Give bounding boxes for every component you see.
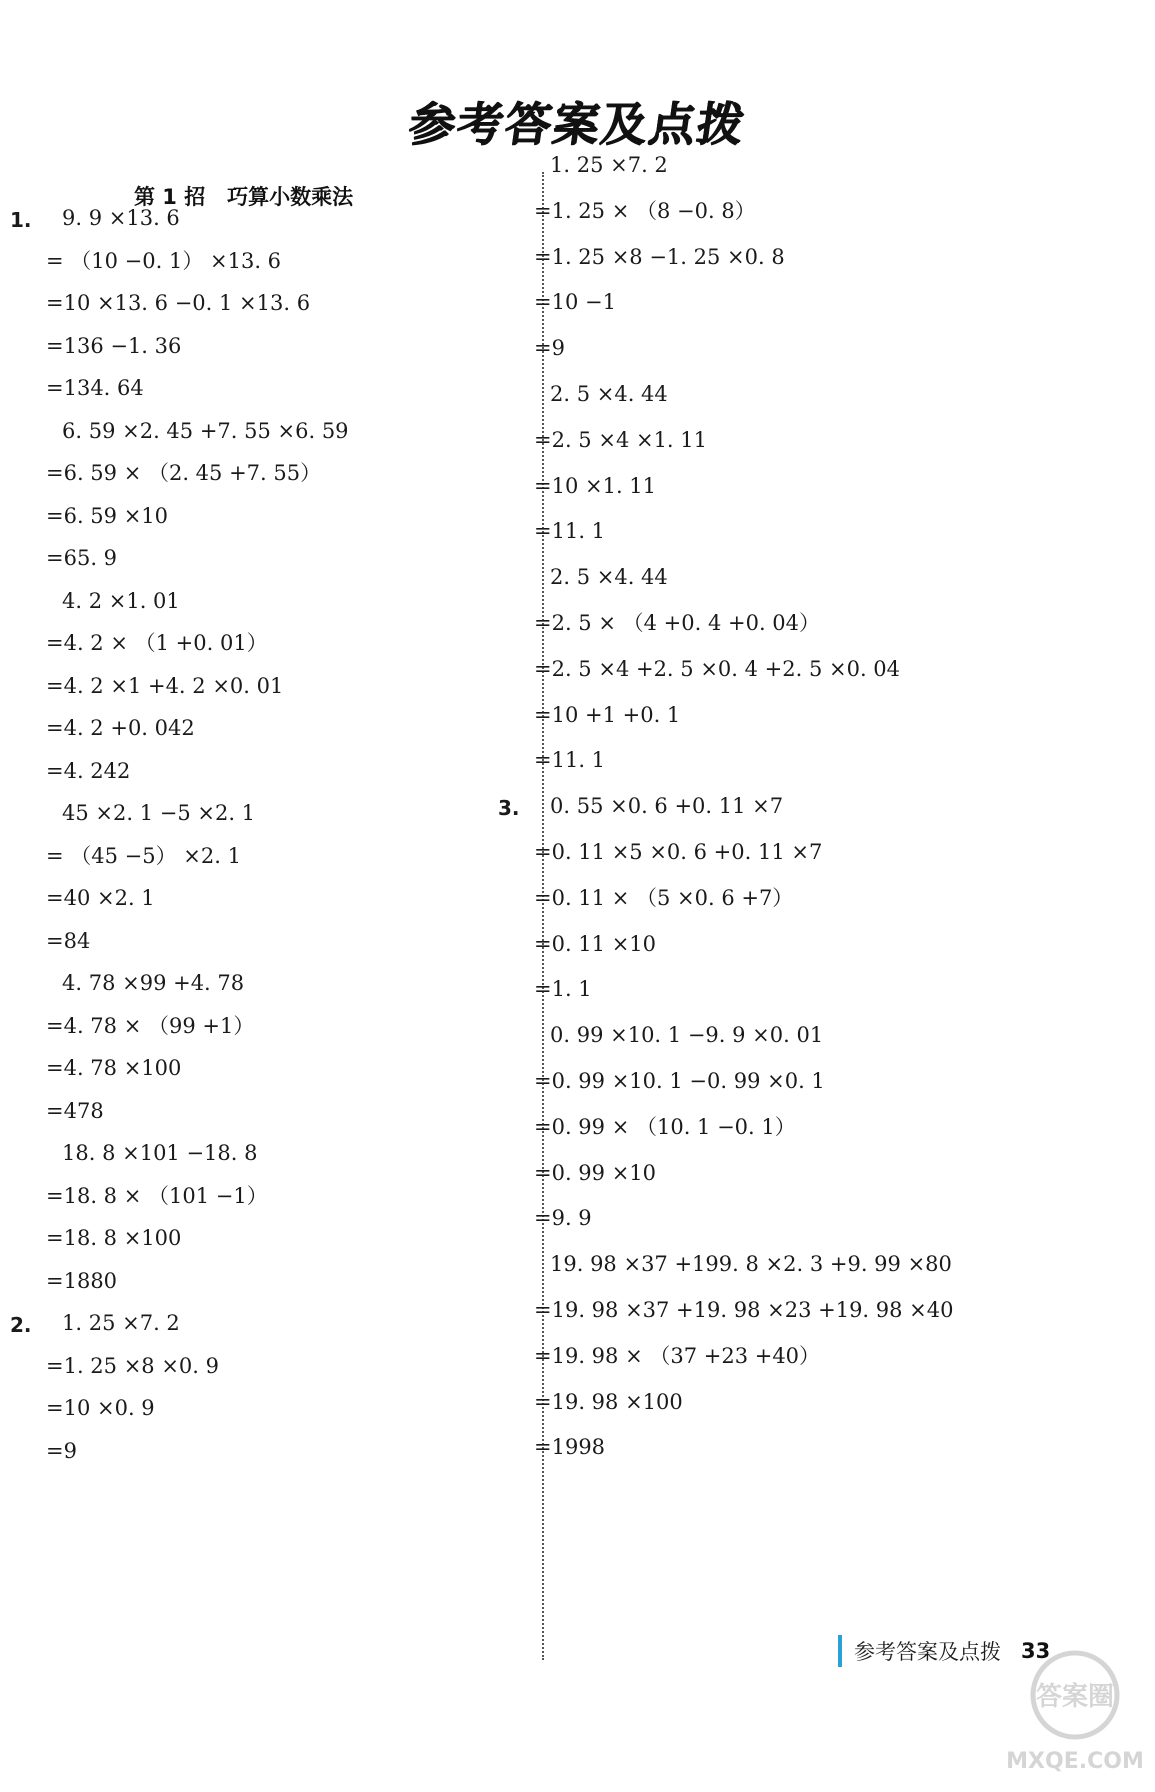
calc-line: =136 −1. 36 [46, 333, 182, 358]
calc-line: =1. 25 ×8 −1. 25 ×0. 8 [534, 244, 785, 269]
calc-line: =4. 78 ×100 [46, 1056, 182, 1080]
calc-line: =4. 242 [46, 758, 131, 783]
calc-line: =4. 78 × （99 +1） [46, 1013, 255, 1038]
calc-line: 2. 5 ×4. 44 [550, 565, 668, 590]
calc-line: =0. 99 ×10 [534, 1160, 657, 1185]
calc-line: =6. 59 × （2. 45 +7. 55） [46, 461, 322, 485]
calc-line: =1. 1 [534, 977, 592, 1002]
calc-line: =4. 2 +0. 042 [46, 716, 195, 740]
calc-line: =0. 11 ×5 ×0. 6 +0. 11 ×7 [534, 840, 823, 864]
calc-line: 1. 25 ×7. 2 [62, 1311, 180, 1335]
calc-line: =1. 25 ×8 ×0. 9 [46, 1353, 220, 1378]
calc-line: =1998 [534, 1435, 606, 1460]
calc-line: 9. 9 ×13. 6 [62, 206, 180, 230]
calc-line: =40 ×2. 1 [46, 886, 155, 910]
calc-line: 18. 8 ×101 −18. 8 [62, 1141, 258, 1165]
calc-line: =0. 99 × （10. 1 −0. 1） [534, 1114, 796, 1139]
calc-line: =1. 25 × （8 −0. 8） [534, 198, 756, 223]
calc-line: =65. 9 [46, 546, 118, 570]
watermark-text: MXQE.COM [1006, 1749, 1144, 1774]
calc-line: 19. 98 ×37 +199. 8 ×2. 3 +9. 99 ×80 [550, 1252, 952, 1277]
question-number: 3. [498, 796, 520, 821]
calc-line: =4. 2 ×1 +4. 2 ×0. 01 [46, 673, 284, 698]
calc-line: =2. 5 × （4 +0. 4 +0. 04） [534, 611, 821, 635]
calc-line: =9. 9 [534, 1206, 592, 1231]
calc-line: = （45 −5） ×2. 1 [46, 843, 241, 868]
calc-line: =10 ×1. 11 [534, 473, 657, 498]
calc-line: =19. 98 × （37 +23 +40） [534, 1343, 821, 1368]
calc-line: =9 [46, 1438, 77, 1463]
calc-line: =134. 64 [46, 376, 144, 400]
calc-line: =6. 59 ×10 [46, 503, 169, 528]
calc-line: =19. 98 ×100 [534, 1389, 683, 1414]
calc-line: 0. 99 ×10. 1 −9. 9 ×0. 01 [550, 1023, 824, 1048]
calc-line: =84 [46, 928, 91, 953]
calc-line: =10 ×13. 6 −0. 1 ×13. 6 [46, 291, 311, 315]
calc-line: 1. 25 ×7. 2 [550, 153, 668, 177]
calc-line: =11. 1 [534, 748, 606, 773]
calc-line: =2. 5 ×4 +2. 5 ×0. 4 +2. 5 ×0. 04 [534, 656, 901, 681]
calc-line: =10 ×0. 9 [46, 1396, 155, 1420]
page-number: 33 [1021, 1639, 1051, 1663]
calc-line: =0. 11 × （5 ×0. 6 +7） [534, 885, 794, 910]
calc-line: =478 [46, 1098, 104, 1123]
section-title: 第 1 招 巧算小数乘法 [134, 185, 354, 209]
footer-accent-bar [838, 1635, 842, 1667]
calc-line: 45 ×2. 1 −5 ×2. 1 [62, 801, 256, 825]
calc-line: 4. 2 ×1. 01 [62, 588, 180, 613]
watermark-logo [1000, 1640, 1150, 1780]
calc-line: =0. 11 ×10 [534, 931, 657, 956]
calc-line: =9 [534, 336, 565, 361]
calc-line: 0. 55 ×0. 6 +0. 11 ×7 [550, 794, 784, 819]
calc-line: =4. 2 × （1 +0. 01） [46, 631, 268, 655]
calc-line: =1880 [46, 1268, 118, 1293]
calc-line: =19. 98 ×37 +19. 98 ×23 +19. 98 ×40 [534, 1298, 954, 1322]
calc-line: = （10 −0. 1） ×13. 6 [46, 248, 282, 273]
watermark-logo-text: 答案圈 [1035, 1682, 1115, 1712]
calc-line: =18. 8 ×100 [46, 1226, 182, 1250]
calc-line: =10 −1 [534, 290, 616, 315]
calc-line: =11. 1 [534, 519, 606, 544]
calc-line: =18. 8 × （101 −1） [46, 1183, 268, 1208]
page-title: 参考答案及点拨 [405, 97, 749, 151]
footer-label: 参考答案及点拨 [854, 1640, 1001, 1664]
calc-line: =0. 99 ×10. 1 −0. 99 ×0. 1 [534, 1069, 825, 1093]
calc-line: 6. 59 ×2. 45 +7. 55 ×6. 59 [62, 418, 349, 443]
question-number: 1. [10, 208, 32, 232]
calc-line: 2. 5 ×4. 44 [550, 382, 668, 406]
calc-line: =10 +1 +0. 1 [534, 702, 681, 727]
calc-line: 4. 78 ×99 +4. 78 [62, 971, 245, 995]
calc-line: =2. 5 ×4 ×1. 11 [534, 427, 708, 452]
question-number: 2. [10, 1313, 32, 1337]
